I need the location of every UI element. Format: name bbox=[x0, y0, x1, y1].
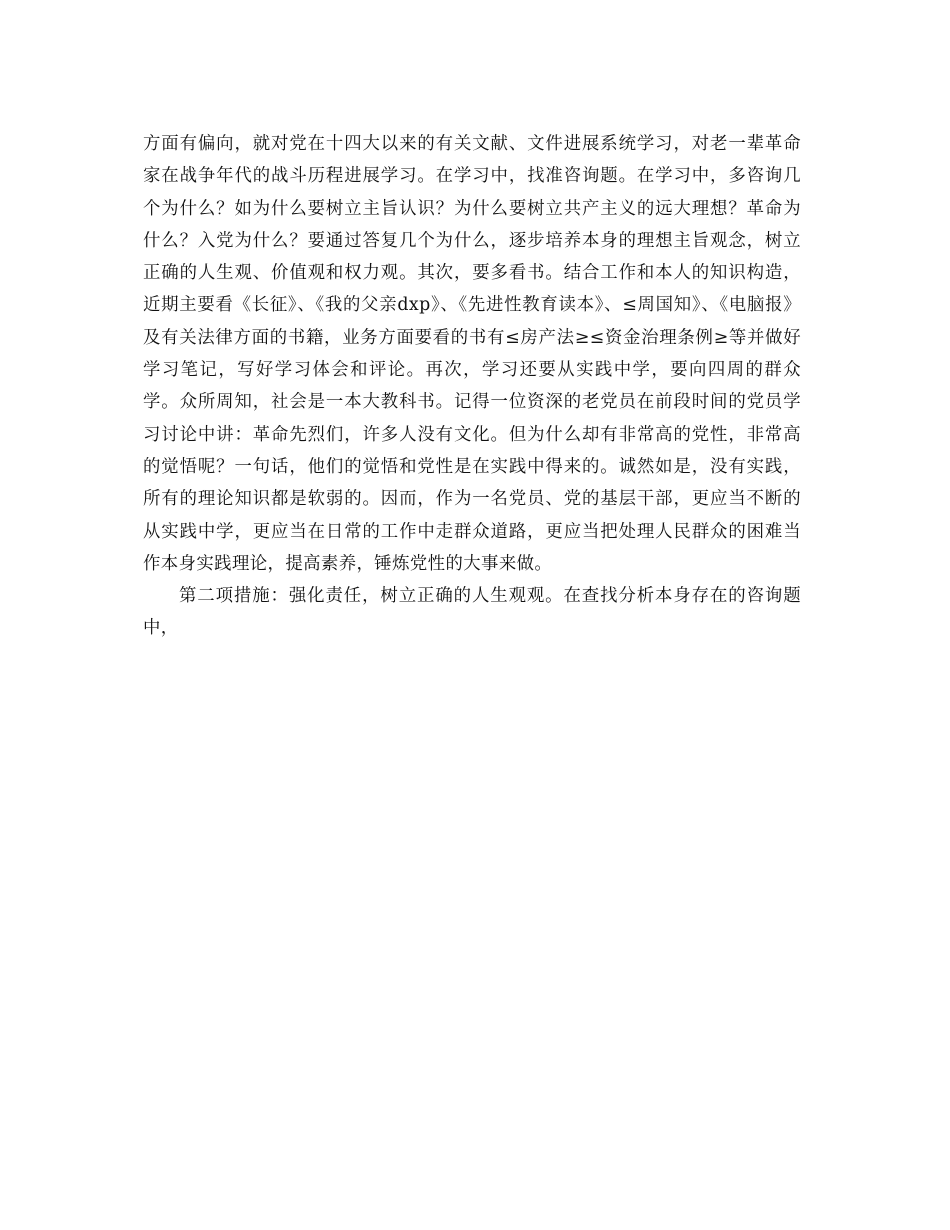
document-body bbox=[143, 128, 801, 645]
body-paragraph-continued: 方面有偏向，就对党在十四大以来的有关文献、文件进展系统学习，对老一辈革命家在战争年代的战斗历程进展学习。在学习中，找准咨询题。在学习中，多咨询几个为什么？如为什么要树立主旨认识？为什么要树立共产主义的远大理想？革命为什么？入党为什么？要通过答复几个为什么，逐步培养本身的理想主旨观念，树立正确的人生观、价值观和权力观。其次，要多看书。结合工作和本人的知识构造，近期主要看《长征》、《我的父亲dxp》、《先进性教育读本》、≤周国知》、《电脑报》及有关法律方面的书籍，业务方面要看的书有≤房产法≥≤资金治理条例≥等并做好学习笔记，写好学习体会和评论。再次，学习还要从实践中学，要向四周的群众学。众所周知，社会是一本大教科书。记得一位资深的老党员在前段时间的党员学习讨论中讲：革命先烈们，许多人没有文化。但为什么却有非常高的党性，非常高的觉悟呢？一句话，他们的觉悟和党性是在实践中得来的。诚然如是，没有实践，所有的理论知识都是软弱的。因而，作为一名党员、党的基层干部，更应当不断的从实践中学，更应当在日常的工作中走群众道路，更应当把处理人民群众的困难当作本身实践理论，提高素养，锤炼党性的大事来做。 bbox=[143, 134, 801, 574]
body-paragraph-second-measure: 第二项措施：强化责任，树立正确的人生观观。在查找分析本身存在的咨询题中， bbox=[143, 586, 801, 639]
